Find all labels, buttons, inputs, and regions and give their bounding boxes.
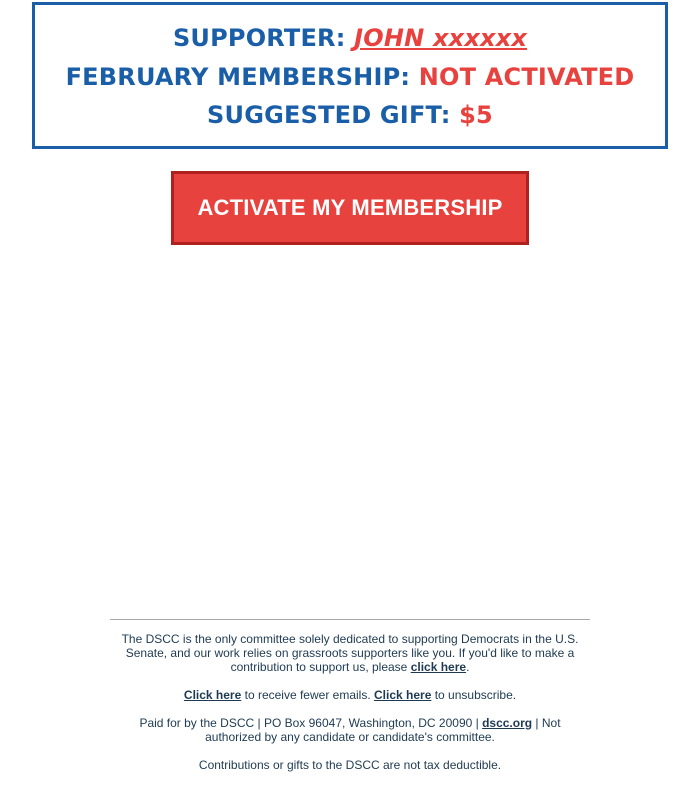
membership-label: FEBRUARY MEMBERSHIP: [65,63,419,91]
supporter-label: SUPPORTER: [172,24,355,52]
dscc-site-link[interactable]: dscc.org [482,716,533,730]
paid-for-end: | Not authorized by any candidate or candidate's committee. [205,716,561,744]
fewer-emails-text: to receive fewer emails. [241,688,374,702]
fewer-emails-link[interactable]: Click here [183,688,242,702]
membership-line [35,63,665,91]
activate-membership-button[interactable]: ACTIVATE MY MEMBERSHIP [171,171,529,245]
footer-paid-for [110,716,590,744]
paid-for-text: Paid for by the DSCC | PO Box 96047, Washington, DC 20090 | [139,716,483,730]
unsubscribe-text: to unsubscribe. [431,688,517,702]
footer-about [110,632,590,674]
suggested-gift-line [35,101,665,129]
footer-email-prefs [110,688,590,702]
suggested-gift-amount: $5 [459,101,493,129]
supporter-name-link[interactable]: JOHN xxxxxx [354,24,528,52]
unsubscribe-link[interactable]: Click here [374,688,432,702]
footer-divider [110,619,590,620]
cta-container [0,171,700,245]
membership-status: NOT ACTIVATED [418,63,635,91]
footer-disclaimer: Contributions or gifts to the DSCC are not tax deductible. [198,758,502,772]
footer-about-end: . [466,660,470,674]
supporter-line [35,24,665,52]
contribute-link[interactable]: click here [410,660,467,674]
suggested-gift-label: SUGGESTED GIFT: [207,101,460,129]
footer-about-text: The DSCC is the only committee solely dedicated to supporting Democrats in the U.S. Senate, and our work relies on grassroots supporters like you. If you'd like to make a contribution to support us, please [121,632,579,674]
footer [110,632,590,786]
membership-status-box [32,2,668,149]
